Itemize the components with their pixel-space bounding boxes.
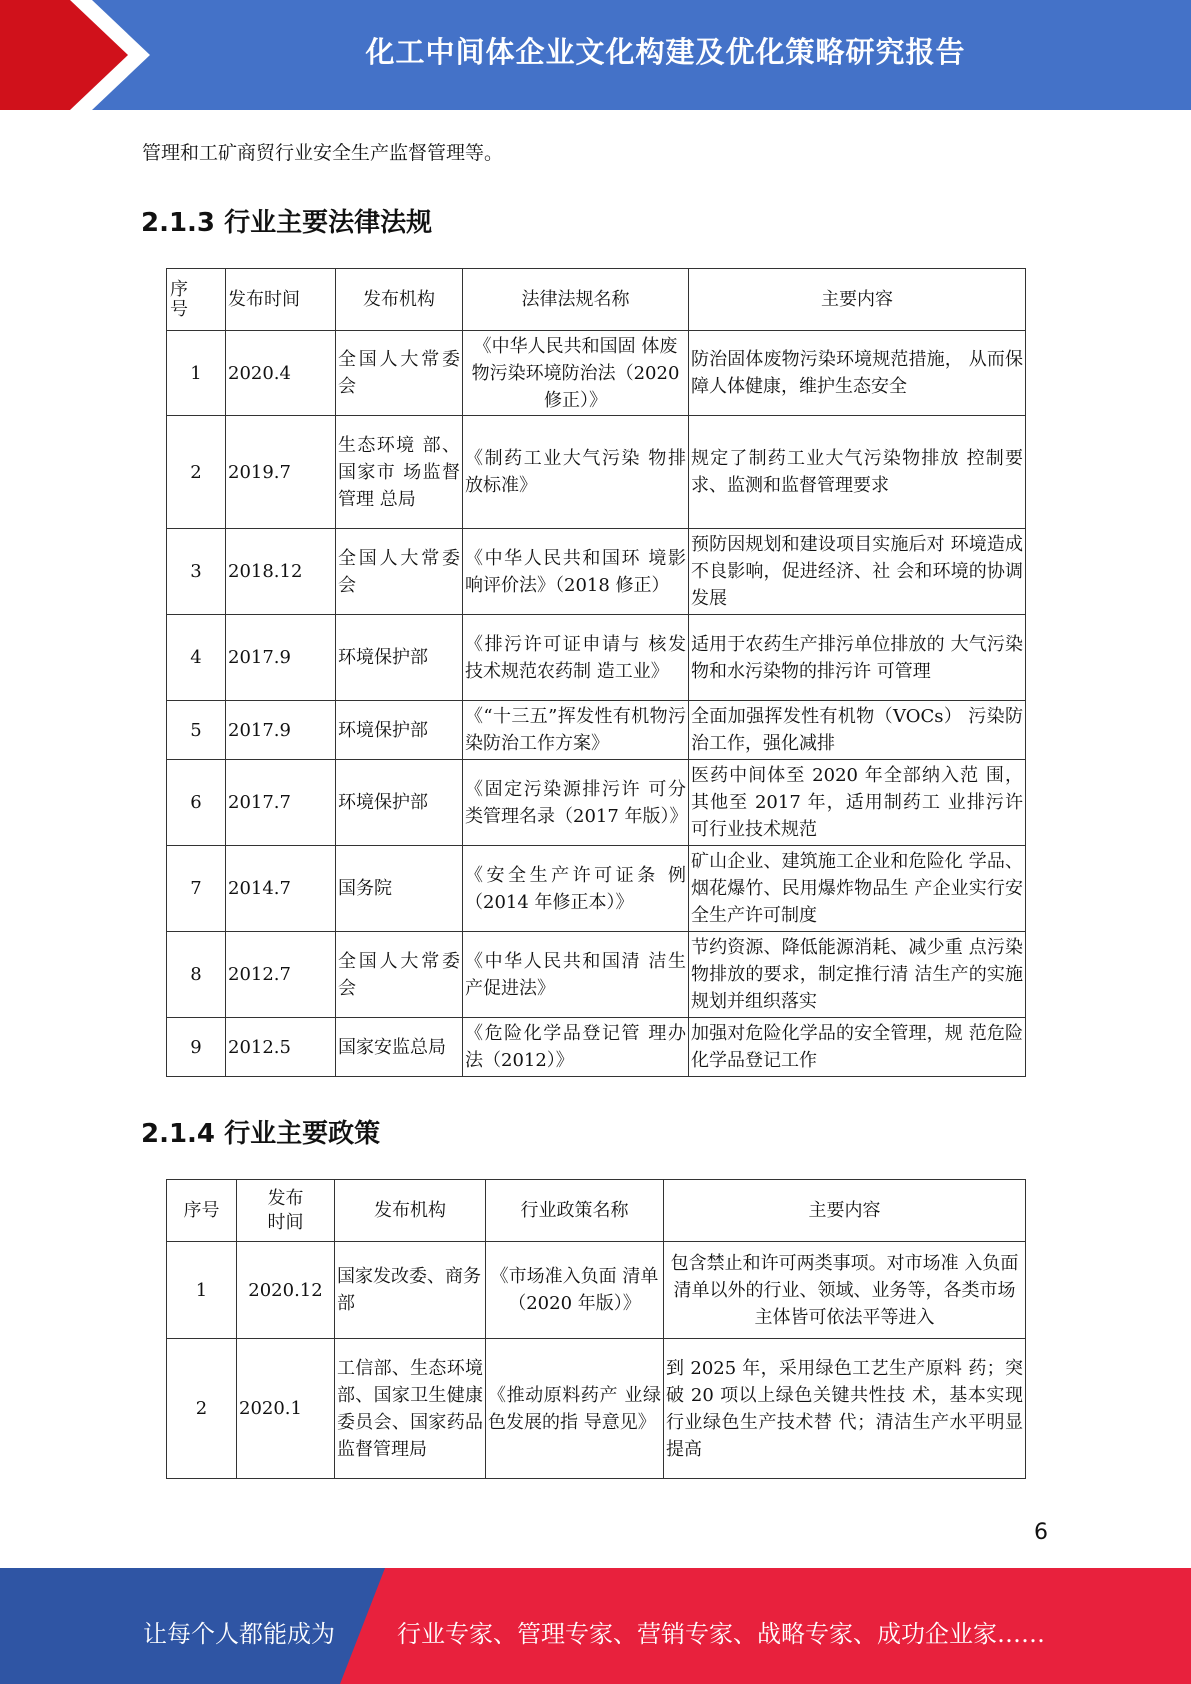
- row-content: 到 2025 年，采用绿色工艺生产原料 药；突破 20 项以上绿色关键共性技 术，基本实现行业绿色生产技术替 代；清洁生产水平明显提高: [664, 1339, 1026, 1479]
- row-org: 环境保护部: [336, 760, 463, 846]
- row-date: 2017.7: [226, 760, 336, 846]
- col-header-no: 序号: [167, 269, 226, 331]
- row-name: 《固定污染源排污许 可分类管理名录（2017 年版）》: [463, 760, 689, 846]
- footer-slogan-left: 让每个人都能成为: [143, 1620, 335, 1648]
- row-no: 5: [167, 701, 226, 760]
- row-no: 7: [167, 846, 226, 932]
- row-name: 《中华人民共和国环 境影响评价法》（2018 修正）: [463, 529, 689, 615]
- row-date: 2017.9: [226, 615, 336, 701]
- row-org: 国家安监总局: [336, 1018, 463, 1077]
- header-bar: [0, 0, 1191, 110]
- col-header-content: 主要内容: [664, 1180, 1026, 1242]
- row-no: 1: [167, 331, 226, 416]
- footer-banner: [0, 1568, 1191, 1684]
- table-row: [167, 701, 1026, 760]
- row-org: 全国人大常委会: [336, 331, 463, 416]
- report-title: 化工中间体企业文化构建及优化策略研究报告: [365, 34, 966, 69]
- laws-table-header-row: [167, 269, 1026, 331]
- col-header-name: 行业政策名称: [486, 1180, 664, 1242]
- table-row: [167, 416, 1026, 529]
- row-no: 9: [167, 1018, 226, 1077]
- row-content: 节约资源、降低能源消耗、减少重 点污染物排放的要求，制定推行清 洁生产的实施规划并组织落实: [689, 932, 1026, 1018]
- table-row: [167, 1018, 1026, 1077]
- laws-table: [166, 268, 1026, 1077]
- table-row: [167, 529, 1026, 615]
- row-no: 8: [167, 932, 226, 1018]
- row-name: 《安全生产许可证条 例（2014 年修正本）》: [463, 846, 689, 932]
- row-content: 矿山企业、建筑施工企业和危险化 学品、烟花爆竹、民用爆炸物品生 产企业实行安全生产许可制度: [689, 846, 1026, 932]
- row-content: 适用于农药生产排污单位排放的 大气污染物和水污染物的排污许 可管理: [689, 615, 1026, 701]
- section-heading-laws: 2.1.3 行业主要法律法规: [141, 208, 433, 238]
- row-content: 规定了制药工业大气污染物排放 控制要求、监测和监督管理要求: [689, 416, 1026, 529]
- row-no: 6: [167, 760, 226, 846]
- page-number: 6: [1034, 1520, 1048, 1545]
- section-heading-policies: 2.1.4 行业主要政策: [141, 1119, 381, 1149]
- table-row: [167, 331, 1026, 416]
- table-row: [167, 615, 1026, 701]
- table-row: [167, 760, 1026, 846]
- row-org: 环境保护部: [336, 615, 463, 701]
- table-row: [167, 1242, 1026, 1339]
- row-name: 《中华人民共和国清 洁生产促进法》: [463, 932, 689, 1018]
- row-content: 预防因规划和建设项目实施后对 环境造成不良影响，促进经济、社 会和环境的协调发展: [689, 529, 1026, 615]
- policies-table: [166, 1179, 1026, 1479]
- col-header-date: 发布时间: [237, 1180, 335, 1242]
- row-no: 2: [167, 1339, 237, 1479]
- row-date: 2018.12: [226, 529, 336, 615]
- row-name: 《“十三五”挥发性有机物污染防治工作方案》: [463, 701, 689, 760]
- row-name: 《推动原料药产 业绿色发展的指 导意见》: [486, 1339, 664, 1479]
- row-no: 3: [167, 529, 226, 615]
- row-name: 《制药工业大气污染 物排放标准》: [463, 416, 689, 529]
- row-content: 医药中间体至 2020 年全部纳入范 围，其他至 2017 年，适用制药工 业排污许可行业技术规范: [689, 760, 1026, 846]
- row-name: 《中华人民共和国固 体废物污染环境防治法（2020 修正）》: [463, 331, 689, 416]
- footer-slogan-right: 行业专家、管理专家、营销专家、战略专家、成功企业家……: [397, 1620, 1045, 1648]
- row-org: 国务院: [336, 846, 463, 932]
- row-org: 国家发改委、商务部: [335, 1242, 486, 1339]
- row-name: 《市场准入负面 清单（2020 年版）》: [486, 1242, 664, 1339]
- col-header-org: 发布机构: [336, 269, 463, 331]
- row-content: 包含禁止和许可两类事项。对市场准 入负面清单以外的行业、领域、业务等，各类市场主体皆可依法平等进入: [664, 1242, 1026, 1339]
- col-header-org: 发布机构: [335, 1180, 486, 1242]
- col-header-name: 法律法规名称: [463, 269, 689, 331]
- row-no: 4: [167, 615, 226, 701]
- row-org: 生态环境 部、国家市 场监督管理 总局: [336, 416, 463, 529]
- row-date: 2020.1: [237, 1339, 335, 1479]
- row-content: 加强对危险化学品的安全管理，规 范危险化学品登记工作: [689, 1018, 1026, 1077]
- col-header-date: 发布时间: [226, 269, 336, 331]
- policies-table-header-row: [167, 1180, 1026, 1242]
- row-date: 2020.12: [237, 1242, 335, 1339]
- lead-paragraph: 管理和工矿商贸行业安全生产监督管理等。: [142, 142, 504, 164]
- row-date: 2017.9: [226, 701, 336, 760]
- table-row: [167, 932, 1026, 1018]
- row-org: 全国人大常委会: [336, 529, 463, 615]
- row-content: 防治固体废物污染环境规范措施， 从而保障人体健康，维护生态安全: [689, 331, 1026, 416]
- row-no: 2: [167, 416, 226, 529]
- row-name: 《排污许可证申请与 核发技术规范农药制 造工业》: [463, 615, 689, 701]
- row-date: 2019.7: [226, 416, 336, 529]
- table-row: [167, 1339, 1026, 1479]
- row-date: 2012.5: [226, 1018, 336, 1077]
- row-org: 工信部、生态环境部、国家卫生健康委员会、国家药品监督管理局: [335, 1339, 486, 1479]
- row-date: 2020.4: [226, 331, 336, 416]
- row-org: 全国人大常委会: [336, 932, 463, 1018]
- row-org: 环境保护部: [336, 701, 463, 760]
- table-row: [167, 846, 1026, 932]
- row-name: 《危险化学品登记管 理办法（2012）》: [463, 1018, 689, 1077]
- header-arrow-decoration: [0, 0, 160, 110]
- row-no: 1: [167, 1242, 237, 1339]
- row-date: 2012.7: [226, 932, 336, 1018]
- row-content: 全面加强挥发性有机物（VOCs） 污染防治工作，强化减排: [689, 701, 1026, 760]
- col-header-no: 序号: [167, 1180, 237, 1242]
- col-header-content: 主要内容: [689, 269, 1026, 331]
- row-date: 2014.7: [226, 846, 336, 932]
